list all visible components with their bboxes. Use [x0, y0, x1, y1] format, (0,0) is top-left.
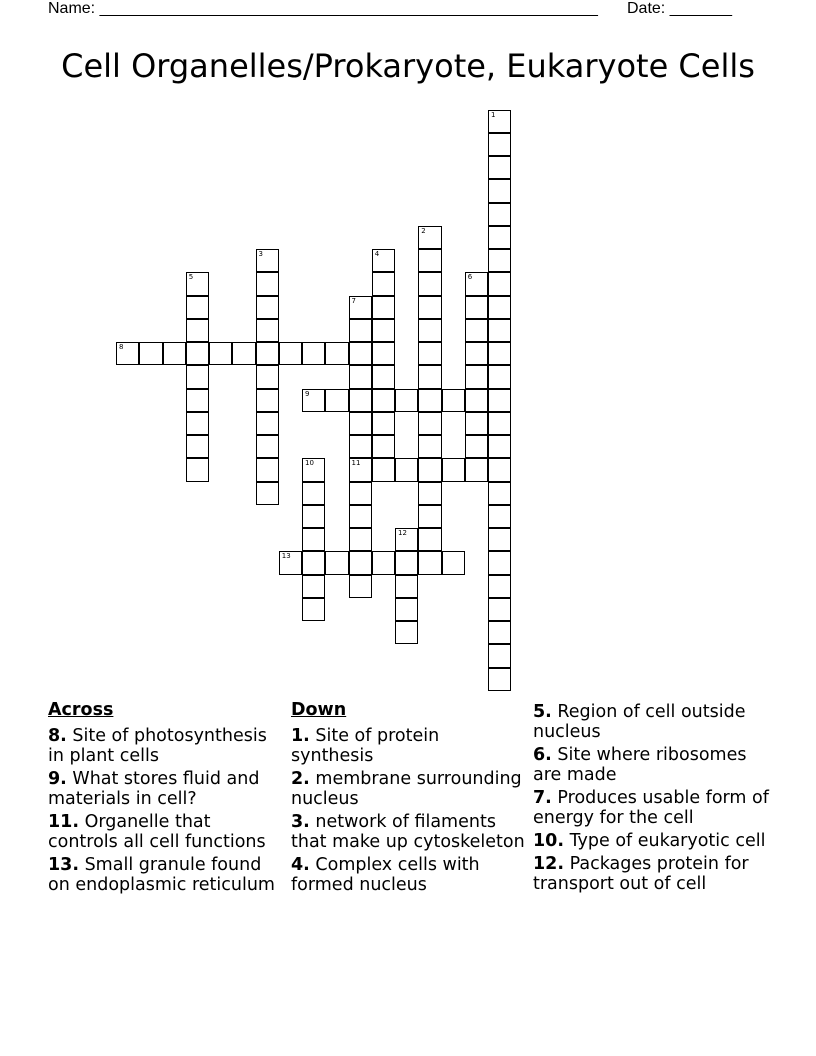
grid-cell[interactable] — [418, 389, 441, 412]
clue-number: 3 — [258, 250, 263, 258]
grid-cell[interactable] — [488, 598, 511, 621]
clue-number: 4 — [374, 250, 380, 258]
grid-cell[interactable] — [349, 435, 372, 458]
clue-number: 11 — [351, 459, 361, 468]
grid-cell[interactable] — [372, 389, 395, 412]
grid-cell[interactable] — [186, 365, 209, 388]
clue-item-number: 1. — [291, 726, 310, 746]
clue-item-text: membrane surrounding nucleus — [291, 769, 522, 809]
grid-cell[interactable] — [465, 412, 488, 435]
grid-cell[interactable] — [209, 342, 232, 365]
grid-cell[interactable] — [256, 272, 279, 295]
grid-cell[interactable] — [256, 435, 279, 458]
clue-item-text: Small granule found on endoplasmic reticulum — [48, 855, 275, 895]
grid-cell[interactable] — [349, 412, 372, 435]
grid-cell[interactable] — [488, 249, 511, 272]
grid-cell[interactable] — [465, 458, 488, 481]
grid-cell[interactable] — [465, 435, 488, 458]
clue-item-text: Complex cells with formed nucleus — [291, 855, 480, 895]
grid-cell[interactable] — [418, 412, 441, 435]
clue-number: 12 — [398, 529, 407, 537]
grid-cell[interactable] — [302, 505, 325, 528]
clue-number: 9 — [305, 389, 310, 398]
clue-item-number: 11. — [48, 812, 80, 832]
across-clues — [48, 700, 284, 898]
grid-cell[interactable] — [418, 458, 441, 481]
clue-item-number: 9. — [48, 769, 67, 789]
grid-cell[interactable] — [465, 365, 488, 388]
grid-cell[interactable] — [349, 319, 372, 342]
grid-cell[interactable] — [186, 319, 209, 342]
clue-item — [291, 726, 527, 766]
grid-cell[interactable] — [256, 342, 279, 365]
grid-cell[interactable] — [418, 435, 441, 458]
clue-item — [533, 854, 773, 894]
down-clues — [291, 700, 527, 898]
page-title: Cell Organelles/Prokaryote, Eukaryote Cells — [61, 47, 755, 85]
grid-cell[interactable] — [395, 551, 418, 574]
clue-item — [48, 726, 284, 766]
grid-cell[interactable] — [418, 365, 441, 388]
clue-item — [533, 788, 773, 828]
grid-cell[interactable] — [488, 389, 511, 412]
name-field[interactable]: Name: ________________________________________________________ — [48, 0, 598, 17]
clue-item — [533, 831, 773, 851]
grid-cell[interactable] — [442, 458, 465, 481]
grid-cell[interactable] — [488, 621, 511, 644]
clue-item-text: Region of cell outside nucleus — [533, 702, 746, 742]
clue-item-text: Packages protein for transport out of cell — [533, 854, 749, 894]
clue-item — [48, 855, 284, 895]
grid-cell[interactable] — [395, 621, 418, 644]
grid-cell[interactable] — [465, 389, 488, 412]
clue-item-number: 8. — [48, 726, 67, 746]
grid-cell[interactable] — [418, 226, 441, 249]
clue-item-number: 4. — [291, 855, 310, 875]
grid-cell[interactable] — [139, 342, 162, 365]
grid-cell[interactable] — [302, 342, 325, 365]
grid-cell[interactable] — [418, 482, 441, 505]
clue-item-text: Site of photosynthesis in plant cells — [48, 726, 267, 766]
grid-cell[interactable] — [349, 575, 372, 598]
grid-cell[interactable] — [418, 505, 441, 528]
grid-cell[interactable] — [349, 528, 372, 551]
grid-cell[interactable] — [488, 272, 511, 295]
grid-cell[interactable] — [418, 272, 441, 295]
grid-cell[interactable] — [302, 551, 325, 574]
clue-number: 6 — [467, 273, 473, 282]
clue-number: 2 — [421, 226, 426, 235]
grid-cell[interactable] — [256, 296, 279, 319]
grid-cell[interactable] — [372, 412, 395, 435]
clue-item-number: 6. — [533, 745, 552, 765]
clue-item-number: 13. — [48, 855, 80, 875]
grid-cell[interactable] — [395, 458, 418, 481]
clue-item-text: Site where ribosomes are made — [533, 745, 747, 785]
grid-cell[interactable] — [256, 389, 279, 412]
grid-cell[interactable] — [488, 296, 511, 319]
down-clue-list-continued — [533, 702, 773, 894]
clue-item-number: 7. — [533, 788, 552, 808]
grid-cell[interactable] — [302, 575, 325, 598]
grid-cell[interactable] — [488, 203, 511, 226]
clue-item — [533, 702, 773, 742]
clue-item-number: 12. — [533, 854, 565, 874]
grid-cell[interactable] — [256, 482, 279, 505]
grid-cell[interactable] — [325, 342, 348, 365]
grid-cell[interactable] — [395, 389, 418, 412]
grid-cell[interactable] — [488, 482, 511, 505]
clue-item-number: 2. — [291, 769, 310, 789]
grid-cell[interactable] — [488, 179, 511, 202]
clue-item-text: What stores fluid and materials in cell? — [48, 769, 260, 809]
grid-cell[interactable] — [279, 551, 302, 574]
grid-cell[interactable] — [372, 435, 395, 458]
clue-number: 8 — [119, 343, 124, 351]
grid-cell[interactable] — [418, 342, 441, 365]
grid-cell[interactable] — [488, 110, 511, 133]
grid-cell[interactable] — [302, 389, 325, 412]
grid-cell[interactable] — [372, 458, 395, 481]
grid-cell[interactable] — [372, 342, 395, 365]
clue-item-number: 10. — [533, 831, 565, 851]
across-clue-list — [48, 726, 284, 895]
clue-item — [48, 769, 284, 809]
clue-item-text: Type of eukaryotic cell — [564, 831, 766, 851]
grid-cell[interactable] — [372, 551, 395, 574]
grid-cell[interactable] — [349, 342, 372, 365]
grid-cell[interactable] — [488, 412, 511, 435]
grid-cell[interactable] — [372, 296, 395, 319]
grid-cell[interactable] — [488, 156, 511, 179]
grid-cell[interactable] — [232, 342, 255, 365]
grid-cell[interactable] — [186, 412, 209, 435]
grid-cell[interactable] — [488, 551, 511, 574]
clue-item — [291, 855, 527, 895]
grid-cell[interactable] — [372, 319, 395, 342]
grid-cell[interactable] — [116, 342, 139, 365]
clue-number: 10 — [305, 459, 314, 468]
clue-item — [291, 812, 527, 852]
grid-cell[interactable] — [442, 389, 465, 412]
grid-cell[interactable] — [302, 458, 325, 481]
grid-cell[interactable] — [395, 575, 418, 598]
grid-cell[interactable] — [349, 389, 372, 412]
grid-cell[interactable] — [395, 598, 418, 621]
clue-number: 1 — [491, 110, 496, 119]
down-clues-continued — [533, 702, 773, 897]
grid-cell[interactable] — [418, 249, 441, 272]
grid-cell[interactable] — [163, 342, 186, 365]
grid-cell[interactable] — [465, 342, 488, 365]
grid-cell[interactable] — [372, 249, 395, 272]
grid-cell[interactable] — [488, 528, 511, 551]
grid-cell[interactable] — [325, 389, 348, 412]
grid-cell[interactable] — [418, 551, 441, 574]
grid-cell[interactable] — [465, 319, 488, 342]
grid-cell[interactable] — [349, 296, 372, 319]
grid-cell[interactable] — [349, 505, 372, 528]
grid-cell[interactable] — [186, 435, 209, 458]
clue-number: 7 — [351, 296, 356, 305]
grid-cell[interactable] — [186, 389, 209, 412]
grid-cell[interactable] — [372, 272, 395, 295]
grid-cell[interactable] — [256, 365, 279, 388]
grid-cell[interactable] — [372, 365, 395, 388]
clue-item — [48, 812, 284, 852]
grid-cell[interactable] — [465, 272, 488, 295]
grid-cell[interactable] — [302, 482, 325, 505]
clue-item-number: 3. — [291, 812, 310, 832]
grid-cell[interactable] — [465, 296, 488, 319]
grid-cell[interactable] — [488, 365, 511, 388]
grid-cell[interactable] — [488, 319, 511, 342]
grid-cell[interactable] — [186, 296, 209, 319]
grid-cell[interactable] — [349, 551, 372, 574]
grid-cell[interactable] — [395, 528, 418, 551]
grid-cell[interactable] — [186, 272, 209, 295]
down-clue-list — [291, 726, 527, 895]
grid-cell[interactable] — [349, 365, 372, 388]
grid-cell[interactable] — [488, 342, 511, 365]
grid-cell[interactable] — [418, 528, 441, 551]
grid-cell[interactable] — [256, 249, 279, 272]
grid-cell[interactable] — [325, 551, 348, 574]
grid-cell[interactable] — [418, 296, 441, 319]
grid-cell[interactable] — [488, 644, 511, 667]
grid-cell[interactable] — [488, 505, 511, 528]
grid-cell[interactable] — [349, 458, 372, 481]
grid-cell[interactable] — [488, 668, 511, 691]
grid-cell[interactable] — [256, 458, 279, 481]
grid-cell[interactable] — [488, 133, 511, 156]
grid-cell[interactable] — [418, 319, 441, 342]
clue-item — [291, 769, 527, 809]
grid-cell[interactable] — [186, 342, 209, 365]
grid-cell[interactable] — [256, 412, 279, 435]
grid-cell[interactable] — [488, 458, 511, 481]
clue-item-text: Produces usable form of energy for the cell — [533, 788, 769, 828]
clue-number: 13 — [281, 552, 291, 561]
grid-cell[interactable] — [279, 342, 302, 365]
grid-cell[interactable] — [488, 226, 511, 249]
clue-number: 5 — [188, 273, 194, 282]
date-field[interactable]: Date: _______ — [627, 0, 732, 17]
clue-item-number: 5. — [533, 702, 552, 722]
grid-cell[interactable] — [442, 551, 465, 574]
grid-cell[interactable] — [302, 598, 325, 621]
grid-cell[interactable] — [488, 435, 511, 458]
clue-item-text: network of filaments that make up cytoskeleton — [291, 812, 525, 852]
grid-cell[interactable] — [256, 319, 279, 342]
clue-item — [533, 745, 773, 785]
across-heading: Across — [48, 700, 114, 720]
grid-cell[interactable] — [186, 458, 209, 481]
grid-cell[interactable] — [349, 482, 372, 505]
clue-item-text: Site of protein synthesis — [291, 726, 440, 766]
clue-item-text: Organelle that controls all cell functions — [48, 812, 266, 852]
down-heading: Down — [291, 700, 347, 720]
grid-cell[interactable] — [302, 528, 325, 551]
grid-cell[interactable] — [488, 575, 511, 598]
